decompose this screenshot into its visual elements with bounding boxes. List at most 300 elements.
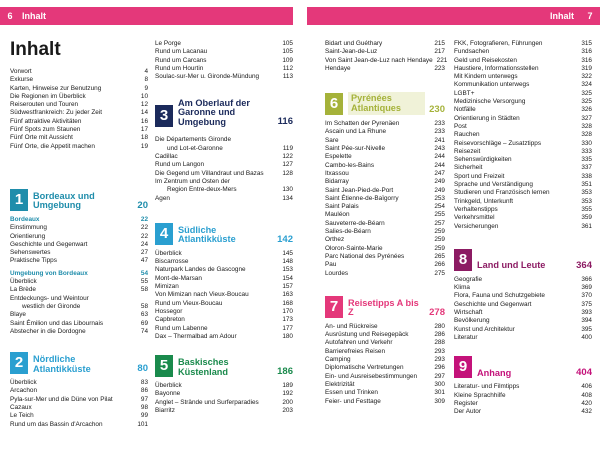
toc-entry[interactable] [454, 164, 592, 172]
toc-entry[interactable] [10, 249, 148, 257]
toc-entry-title: Sehenswürdigkeiten [454, 156, 512, 164]
toc-entry[interactable] [10, 109, 148, 117]
toc-entry-title: Orientierung in Städten [454, 114, 520, 122]
toc-entry-page: 69 [140, 319, 148, 327]
toc-entry-title: Studieren und Französisch lernen [454, 189, 550, 197]
toc-entry-title: Saint Étienne-de-Baïgorry [325, 194, 399, 202]
toc-entry-title: Wirtschaft [454, 309, 483, 317]
toc-entry[interactable] [454, 198, 592, 206]
toc-entry[interactable] [454, 115, 592, 123]
toc-entry-title: Salies-de-Béarn [325, 228, 371, 236]
toc-entry[interactable] [10, 396, 148, 404]
toc-entry-page: 369 [581, 284, 592, 292]
toc-entry[interactable] [454, 408, 592, 416]
toc-entry[interactable]: Region Entre-deux-Mers 130 [167, 186, 293, 194]
toc-entry[interactable] [325, 195, 445, 203]
toc-entry-title: Rund um das Bassin d'Arcachon [10, 420, 103, 428]
toc-entry[interactable] [454, 189, 592, 197]
toc-entry[interactable] [155, 57, 293, 65]
toc-entry[interactable] [454, 65, 592, 73]
toc-entry-page: 351 [581, 181, 592, 189]
toc-entry[interactable] [155, 399, 293, 407]
toc-entry[interactable] [325, 348, 445, 356]
toc-entry[interactable] [454, 334, 592, 342]
toc-entry[interactable]: westlich der Gironde 58 [22, 302, 148, 310]
toc-entry[interactable] [155, 325, 293, 333]
toc-entry[interactable] [10, 118, 148, 126]
right-page-header [307, 7, 600, 25]
toc-entry[interactable] [454, 181, 592, 189]
toc-entry[interactable] [155, 136, 293, 144]
toc-entry-page: 27 [140, 249, 148, 257]
toc-entry-page: 22 [140, 224, 148, 232]
toc-entry-page: 325 [581, 89, 592, 97]
toc-entry[interactable] [454, 148, 592, 156]
toc-entry[interactable] [325, 145, 445, 153]
section-7-header[interactable] [325, 292, 445, 318]
toc-entry[interactable] [325, 261, 445, 269]
toc-entry[interactable] [155, 48, 293, 56]
section-page: 364 [576, 259, 592, 271]
toc-entry[interactable] [454, 90, 592, 98]
toc-entry-title: Kommunikation unterwegs [454, 81, 530, 89]
toc-entry-title: Mont-de-Marsan [155, 274, 202, 282]
toc-entry-page: 393 [581, 309, 592, 317]
toc-entry[interactable] [454, 206, 592, 214]
toc-entry-page: 288 [434, 339, 445, 347]
toc-entry-title: Sare [325, 136, 339, 144]
toc-entry-page: 134 [282, 194, 293, 202]
toc-entry[interactable] [454, 223, 592, 231]
toc-entry-page: 420 [581, 399, 592, 407]
toc-entry[interactable] [10, 404, 148, 412]
toc-entry[interactable] [155, 275, 293, 283]
section-number: 1 [10, 189, 28, 211]
section-9-header[interactable] [454, 352, 592, 378]
section-1-header[interactable] [10, 185, 148, 211]
toc-entry[interactable] [454, 317, 592, 325]
toc-entry-page: 325 [581, 98, 592, 106]
toc-entry[interactable] [325, 364, 445, 372]
toc-entry-page: 338 [581, 172, 592, 180]
toc-entry-page: 145 [282, 249, 293, 257]
toc-entry-title: Sport und Freizeit [454, 172, 505, 180]
section-number: 8 [454, 249, 472, 271]
toc-entry[interactable] [454, 40, 592, 48]
toc-entry-title: LGBT+ [454, 89, 475, 97]
toc-entry-page: 122 [282, 153, 293, 161]
toc-entry[interactable] [10, 278, 148, 286]
toc-entry-title: Camping [325, 356, 351, 364]
toc-entry[interactable] [454, 106, 592, 114]
toc-entry[interactable] [155, 300, 293, 308]
toc-entry-page: 330 [581, 139, 592, 147]
toc-entry-page: 4 [144, 68, 148, 75]
toc-entry-page: 97 [140, 395, 148, 403]
toc-entry[interactable] [325, 162, 445, 170]
toc-entry-page: 223 [434, 64, 445, 72]
toc-entry-page: 315 [581, 40, 592, 47]
toc-entry[interactable] [10, 412, 148, 420]
section-8-header[interactable] [454, 245, 592, 271]
toc-entry[interactable] [155, 382, 293, 390]
toc-entry-page: 328 [581, 131, 592, 139]
toc-entry-title: Fundsachen [454, 48, 490, 56]
toc-entry[interactable] [10, 134, 148, 142]
toc-entry-title: Rund um Labenne [155, 324, 208, 332]
section-title: Bordeaux und Umgebung [33, 190, 95, 211]
section-number: 6 [325, 93, 343, 115]
toc-entry-page: 366 [581, 275, 592, 283]
toc-entry[interactable] [10, 233, 148, 241]
toc-entry[interactable] [325, 253, 445, 261]
section-page: 142 [277, 233, 293, 245]
toc-entry-title: Pau [325, 261, 337, 269]
toc-entry-page: 221 [436, 56, 448, 64]
section-title: Am Oberlauf der Garonne und Umgebung [178, 97, 250, 127]
toc-entry[interactable] [325, 128, 445, 136]
toc-entry-title: Feier- und Festtage [325, 397, 381, 405]
section-number: 4 [155, 223, 173, 245]
toc-entry[interactable] [454, 156, 592, 164]
toc-entry[interactable] [10, 101, 148, 109]
toc-entry[interactable] [325, 220, 445, 228]
toc-entry[interactable] [155, 316, 293, 324]
toc-entry-title: Oloron-Sainte-Marie [325, 244, 383, 252]
toc-entry-page: 233 [434, 128, 445, 136]
toc-entry[interactable] [10, 320, 148, 328]
toc-entry-page: 249 [434, 186, 445, 194]
toc-entry-page: 83 [140, 379, 148, 387]
toc-entry-title: An- und Rückreise [325, 322, 378, 330]
toc-entry[interactable] [325, 65, 445, 73]
toc-entry[interactable] [155, 390, 293, 398]
toc-entry[interactable] [454, 48, 592, 56]
section-title: Pyrénées Atlantiques [348, 92, 425, 115]
toc-entry-title: Überblick [155, 382, 182, 390]
toc-entry-title: Rund um Hourtin [155, 64, 204, 72]
right-page-number: 7 [587, 11, 593, 21]
toc-entry-title: Rund um Vieux-Boucau [155, 299, 223, 307]
toc-entry-title: Fünf Orte, die Appetit machen [10, 142, 95, 150]
toc-entry-page: 359 [581, 214, 592, 222]
toc-entry[interactable] [454, 73, 592, 81]
toc-entry[interactable] [454, 140, 592, 148]
toc-entry-page: 333 [581, 147, 592, 155]
toc-entry[interactable] [325, 323, 445, 331]
toc-entry-title: Abstecher in die Dordogne [10, 327, 86, 335]
toc-entry-page: 395 [581, 325, 592, 333]
toc-entry-title: Rund um Carcans [155, 56, 207, 64]
toc-entry-page: 112 [282, 64, 293, 72]
toc-entry-title: Reisevorschläge – Zusatztipps [454, 139, 542, 147]
toc-entry[interactable] [325, 120, 445, 128]
toc-entry[interactable] [454, 276, 592, 284]
toc-entry-title: Cazaux [10, 404, 32, 412]
toc-entry[interactable] [454, 326, 592, 334]
toc-entry[interactable] [10, 68, 148, 76]
toc-entry[interactable] [454, 392, 592, 400]
toc-entry-title: Geld und Reisekosten [454, 56, 517, 64]
toc-entry-page: 18 [140, 134, 148, 142]
toc-entry-title: Rauchen [454, 131, 480, 139]
toc-entry-page: 355 [581, 205, 592, 213]
toc-entry[interactable] [155, 73, 293, 81]
toc-entry-page: 19 [140, 142, 148, 150]
toc-entry[interactable] [325, 339, 445, 347]
toc-entry-page: 324 [581, 81, 592, 89]
toc-entry-title: Essen und Trinken [325, 389, 378, 397]
toc-entry[interactable] [325, 331, 445, 339]
toc-entry-page: 74 [140, 327, 148, 335]
toc-entry[interactable] [454, 98, 592, 106]
toc-entry[interactable] [325, 389, 445, 397]
toc-entry-page: 361 [581, 222, 592, 230]
toc-column-1 [10, 40, 148, 429]
toc-entry-title: Trinkgeld, Unterkunft [454, 197, 514, 205]
toc-entry[interactable] [325, 236, 445, 244]
right-running-title: Inhalt [550, 11, 574, 21]
toc-entry-title: Kunst und Architektur [454, 325, 515, 333]
toc-entry[interactable] [10, 328, 148, 336]
toc-entry[interactable] [325, 373, 445, 381]
toc-entry[interactable] [325, 203, 445, 211]
toc-entry-title: Überblick [10, 379, 37, 387]
toc-entry-page: 105 [282, 40, 293, 47]
toc-entry-title: Geschichte und Gegenwart [454, 300, 532, 308]
toc-entry-page: 301 [434, 389, 445, 397]
toc-entry-page: 326 [581, 106, 592, 114]
toc-entry-page: 157 [282, 283, 293, 291]
toc-entry-title: Fünf Orte mit Aussicht [10, 134, 73, 142]
toc-entry-page: 254 [434, 203, 445, 211]
toc-entry[interactable] [10, 241, 148, 249]
toc-entry-title: Im Schatten der Pyrenäen [325, 120, 400, 128]
toc-entry[interactable] [10, 85, 148, 93]
toc-column-2 [155, 40, 293, 415]
toc-entry-page: 16 [140, 117, 148, 125]
toc-entry[interactable] [454, 57, 592, 65]
toc-entry[interactable] [10, 421, 148, 429]
toc-entry[interactable] [10, 126, 148, 134]
section-page: 230 [429, 103, 445, 115]
section-6-header[interactable] [325, 85, 445, 115]
toc-entry-title: Orientierung [10, 232, 46, 240]
toc-entry[interactable]: und Lot-et-Garonne 119 [167, 144, 293, 152]
toc-entry[interactable] [10, 93, 148, 101]
toc-entry[interactable] [325, 398, 445, 406]
toc-entry[interactable] [454, 292, 592, 300]
toc-entry[interactable] [155, 266, 293, 274]
toc-entry-title: Mimizan [155, 283, 179, 291]
toc-entry-page: 154 [282, 274, 293, 282]
toc-column-4 [454, 40, 592, 416]
toc-entry-title: Die Départements Gironde [155, 136, 232, 144]
toc-entry-page: 109 [282, 56, 293, 64]
toc-entry-page: 170 [282, 307, 293, 315]
toc-entry-page: 275 [434, 269, 445, 277]
section-4-header[interactable] [155, 219, 293, 245]
toc-entry-page: 280 [434, 322, 445, 330]
toc-entry-title: Saint-Jean-de-Luz [325, 48, 378, 56]
toc-entry-title: FKK, Fotografieren, Führungen [454, 40, 543, 47]
toc-entry-page: 163 [282, 291, 293, 299]
toc-entry[interactable] [10, 311, 148, 319]
toc-entry-page: 244 [434, 153, 445, 161]
toc-entry-title: Lourdes [325, 269, 349, 277]
toc-entry-title: Praktische Tipps [10, 257, 57, 265]
toc-entry[interactable] [454, 301, 592, 309]
toc-entry-title: Mit Kindern unterwegs [454, 73, 518, 81]
section-number: 2 [10, 352, 28, 374]
toc-entry-title: Vorwort [10, 68, 32, 75]
toc-entry[interactable] [155, 258, 293, 266]
toc-entry-page: 233 [434, 120, 445, 128]
toc-entry-title: Geografie [454, 275, 483, 283]
toc-entry[interactable] [325, 178, 445, 186]
toc-entry-page: 247 [434, 169, 445, 177]
toc-entry[interactable] [10, 257, 148, 265]
toc-entry-page: 259 [434, 244, 445, 252]
toc-entry[interactable] [454, 214, 592, 222]
toc-entry[interactable] [325, 211, 445, 219]
toc-entry-page: 286 [434, 331, 445, 339]
toc-entry-page: 253 [434, 194, 445, 202]
toc-entry-title: Naturpark Landes de Gascogne [155, 266, 246, 274]
toc-entry[interactable] [325, 153, 445, 161]
toc-entry-page: 370 [581, 292, 592, 300]
toc-entry[interactable] [155, 283, 293, 291]
toc-entry[interactable] [325, 48, 445, 56]
toc-entry-title: Karten, Hinweise zur Benutzung [10, 84, 102, 92]
toc-entry[interactable] [325, 40, 445, 48]
section-number: 7 [325, 296, 343, 318]
toc-entry-page: 148 [282, 258, 293, 266]
toc-entry-page: 200 [282, 398, 293, 406]
toc-entry-title: Einstimmung [10, 224, 47, 232]
toc-entry[interactable] [155, 308, 293, 316]
toc-entry[interactable] [10, 143, 148, 151]
toc-entry[interactable] [325, 356, 445, 364]
toc-entry[interactable] [155, 333, 293, 341]
toc-entry[interactable] [325, 270, 445, 278]
toc-entry-page: 58 [140, 286, 148, 294]
toc-entry-page: 241 [434, 136, 445, 144]
toc-entry-page: 63 [140, 311, 148, 319]
toc-entry[interactable] [454, 123, 592, 131]
toc-entry-page: 257 [434, 219, 445, 227]
page-title: Inhalt [10, 39, 61, 60]
toc-entry[interactable] [10, 76, 148, 84]
toc-entry-title: Bevölkerung [454, 317, 490, 325]
toc-entry[interactable] [155, 161, 293, 169]
toc-entry[interactable] [10, 224, 148, 232]
toc-entry[interactable] [155, 40, 293, 48]
toc-entry-title: Elektrizität [325, 380, 355, 388]
toc-entry[interactable] [325, 56, 448, 65]
toc-entry-title: Diplomatische Vertretungen [325, 364, 404, 372]
toc-entry-title: Exkurse [10, 76, 34, 84]
section-3-header[interactable] [155, 97, 293, 127]
toc-entry[interactable] [10, 295, 148, 303]
toc-entry-page: 309 [434, 397, 445, 405]
toc-entry-page: 328 [581, 122, 592, 130]
toc-entry-page: 153 [282, 266, 293, 274]
toc-entry[interactable] [325, 187, 445, 195]
toc-subheading[interactable]: Bordeaux 22 [10, 215, 148, 223]
toc-entry[interactable] [325, 381, 445, 389]
toc-entry-page: 127 [282, 161, 293, 169]
toc-entry-title: Sicherheit [454, 164, 483, 172]
section-title: Reisetipps A bis Z [348, 297, 419, 318]
toc-entry-page: 24 [140, 240, 148, 248]
toc-entry-title: Fünf Spots zum Staunen [10, 126, 81, 134]
toc-entry[interactable] [10, 379, 148, 387]
toc-entry[interactable] [454, 284, 592, 292]
toc-entry-page: 101 [137, 420, 148, 428]
toc-entry-page: 189 [282, 382, 293, 390]
toc-entry[interactable] [155, 170, 293, 178]
toc-entry-page: 408 [581, 391, 592, 399]
toc-entry[interactable] [454, 400, 592, 408]
toc-entry[interactable] [155, 178, 293, 186]
toc-entry-title: Blaye [10, 311, 26, 319]
toc-entry-title: Ein- und Ausreisebestimmungen [325, 372, 418, 380]
toc-entry-title: Verkehrsmittel [454, 214, 495, 222]
toc-entry[interactable] [155, 153, 293, 161]
toc-entry[interactable] [10, 286, 148, 294]
toc-entry-title: Versicherungen [454, 222, 499, 230]
toc-subheading[interactable]: Umgebung von Bordeaux 54 [10, 269, 148, 277]
section-5-header[interactable] [155, 351, 293, 377]
toc-entry[interactable] [155, 195, 293, 203]
toc-entry-title: Bidart und Guéthary [325, 40, 383, 47]
section-2-header[interactable] [10, 348, 148, 374]
toc-entry[interactable] [454, 173, 592, 181]
toc-entry-title: Post [454, 122, 467, 130]
toc-entry-page: 316 [581, 48, 592, 56]
toc-entry[interactable] [155, 250, 293, 258]
toc-entry-page: 9 [144, 84, 148, 92]
toc-entry-title: Biarritz [155, 407, 175, 415]
toc-entry[interactable] [454, 131, 592, 139]
toc-entry[interactable] [155, 291, 293, 299]
toc-entry-page: 192 [282, 390, 293, 398]
toc-entry[interactable] [325, 137, 445, 145]
toc-entry[interactable] [325, 170, 445, 178]
left-running-title: Inhalt [22, 11, 46, 21]
toc-entry-page: 177 [282, 324, 293, 332]
toc-entry-page: 86 [140, 387, 148, 395]
section-page: 278 [429, 306, 445, 318]
toc-entry-page: 394 [581, 317, 592, 325]
toc-entry-page: 168 [282, 299, 293, 307]
toc-entry[interactable] [454, 81, 592, 89]
toc-entry[interactable] [155, 407, 293, 415]
toc-entry[interactable] [155, 65, 293, 73]
toc-entry[interactable] [10, 387, 148, 395]
toc-entry-page: 316 [581, 56, 592, 64]
toc-entry-page: 293 [434, 347, 445, 355]
toc-entry[interactable] [325, 245, 445, 253]
toc-entry[interactable] [325, 228, 445, 236]
toc-entry[interactable] [454, 383, 592, 391]
toc-entry-title: Rund um Lacanau [155, 48, 208, 56]
toc-entry-title: Cadillac [155, 153, 178, 161]
toc-entry-title: Saint Palais [325, 203, 359, 211]
toc-entry-title: Überblick [10, 278, 37, 286]
toc-entry[interactable] [454, 309, 592, 317]
